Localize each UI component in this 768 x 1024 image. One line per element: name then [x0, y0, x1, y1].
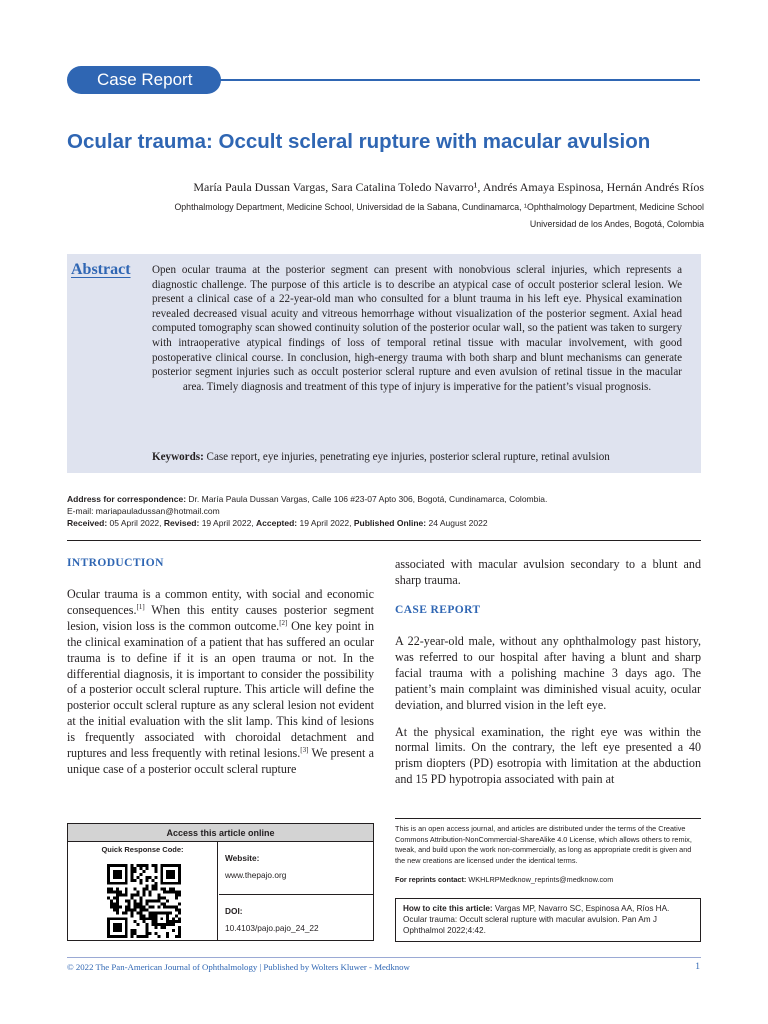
access-online-box	[67, 823, 374, 941]
divider	[395, 818, 701, 819]
how-to-cite-box	[395, 898, 701, 942]
accepted-label: Accepted:	[256, 518, 298, 529]
website-link[interactable]: www.thepajo.org	[225, 870, 287, 880]
text-run: Ocular trauma is a common entity, with social and economic consequences.	[67, 587, 374, 617]
website-cell	[219, 842, 373, 895]
received-date: 05 April 2022,	[107, 518, 164, 529]
doi-link[interactable]: 10.4103/pajo.pajo_24_22	[225, 923, 319, 933]
address-text: Dr. María Paula Dussan Vargas, Calle 106 #23-07 Apto 306, Bogotá, Cundinamarca, Colombia.	[186, 494, 548, 504]
case-report-heading: CASE REPORT	[395, 604, 481, 616]
header-rule	[200, 79, 700, 81]
qr-cell	[68, 842, 218, 940]
accepted-date: 19 April 2022,	[297, 518, 354, 529]
paragraph	[67, 587, 374, 778]
cite-text: Vargas MP, Navarro SC, Espinosa AA, Ríos HA. Ocular trauma: Occult scleral rupture with macular avulsion. Pan Am J Ophthalmol 2022;4:42.	[403, 904, 670, 935]
citation-ref: [1]	[136, 602, 145, 611]
access-links	[219, 842, 373, 940]
affiliation-line: Universidad de los Andes, Bogotá, Colombia	[529, 219, 704, 229]
paragraph: At the physical examination, the right eye was within the normal limits. On the contrary, the left eye presented a 40 prism diopters (PD) esotropia with limitation at the abduction and 15 PD hypotropia associated with pain at	[395, 724, 701, 787]
article-title: Ocular trauma: Occult scleral rupture with macular avulsion	[67, 130, 651, 153]
email-line: E-mail: mariapauladussan@hotmail.com	[67, 506, 220, 517]
license-text: This is an open access journal, and articles are distributed under the terms of the Creative Commons Attribution-NonCommercial-ShareAlike 4.0 License, which allows others to remix, tweak, and build upon the work non-commercially, as long as appropriate credit is given and the new creations are licensed under the identical terms.	[395, 824, 692, 865]
abstract-box	[67, 254, 701, 473]
page-number: 1	[695, 962, 700, 972]
access-heading: Access this article online	[68, 824, 373, 842]
divider	[67, 540, 701, 541]
reprints-line	[395, 875, 613, 884]
qr-label: Quick Response Code:	[101, 845, 184, 854]
article-type-badge: Case Report	[67, 66, 221, 94]
introduction-heading: INTRODUCTION	[67, 557, 164, 569]
doi-cell	[219, 895, 373, 933]
case-report-body	[395, 634, 701, 788]
paragraph: A 22-year-old male, without any ophthalmology past history, was referred to our hospital after having a blunt and sharp facial trauma with a polishing machine 3 days ago. The patient’s main complaint was diminished visual acuity, ocular deviation, and blurred vision in the left eye.	[395, 634, 701, 712]
text-run: One key point in the clinical examination of a patient that has suffered an ocular trauma is to define if it is an open trauma or not. In the differential diagnosis, it is important to consider the possibility of a posterior occult scleral rupture. This article will define the posterior occult scleral rupture as any scleral lesion not evident at the initial evaluation with the slit lamp. This kind of lesions is frequently associated with choroidal detachment and ruptures and less frequently with retinal lesions.	[67, 618, 374, 761]
revised-date: 19 April 2022,	[199, 518, 257, 529]
abstract-label: Abstract	[71, 261, 131, 278]
keywords	[152, 451, 610, 463]
revised-label: Revised:	[163, 518, 200, 529]
website-label: Website:	[225, 853, 260, 863]
abstract-text: Open ocular trauma at the posterior segment can present with nonobvious scleral injuries, which represents a diagnostic challenge. The purpose of this article is to describe an atypical case of occult posterior scleral lesion. We present a clinical case of a 22-year-old man who consulted for a blunt trauma in his left eye. Physical examination revealed decreased visual acuity and vitreous hemorrhage without visualization of the posterior segment. Axial head computed tomography scan showed continuity solution of the posterior ocular wall, so the patient was taken to surgery with intraoperative atypical findings of loss of temporal retinal tissue with macular involvement, with good postoperative clinical course. In conclusion, high-energy trauma with both sharp and blunt mechanisms can generate posterior segment injuries such as occult posterior scleral rupture and even avulsion of retinal tissue in the macular area. Timely diagnosis and treatment of this type of injury is imperative for the patient’s visual prognosis.	[152, 264, 682, 393]
received-label: Received:	[67, 518, 108, 529]
keywords-label: Keywords:	[152, 451, 204, 463]
keywords-list: Case report, eye injuries, penetrating eye injuries, posterior scleral rupture, retinal avulsion	[203, 451, 610, 463]
affiliation-line: Ophthalmology Department, Medicine School, Universidad de la Sabana, Cundinamarca, ¹Ophthalmology Department, Medicine School	[174, 202, 704, 212]
footer-journal: © 2022 The Pan-American Journal of Ophthalmology | Published by Wolters Kluwer - Medknow	[67, 962, 410, 972]
correspondence-block	[67, 493, 707, 530]
text-run: We present a unique case of a posterior occult scleral rupture	[67, 746, 374, 776]
introduction-continued: associated with macular avulsion secondary to a blunt and sharp trauma.	[395, 557, 701, 587]
author-list: María Paula Dussan Vargas, Sara Catalina Toledo Navarro¹, Andrés Amaya Espinosa, Hernán Andrés Ríos	[193, 180, 704, 194]
reprints-email[interactable]: WKHLRPMedknow_reprints@medknow.com	[466, 875, 614, 884]
footer-rule	[67, 957, 701, 958]
address-label: Address for correspondence:	[67, 494, 187, 504]
published-label: Published Online:	[353, 518, 427, 529]
citation-ref: [2]	[279, 618, 288, 627]
doi-label: DOI:	[225, 906, 243, 916]
qr-code-icon[interactable]	[107, 864, 181, 938]
introduction-body	[67, 587, 374, 778]
cite-label: How to cite this article:	[403, 904, 493, 913]
affiliations	[44, 199, 704, 233]
dates-line	[67, 517, 707, 529]
published-date: 24 August 2022	[426, 518, 488, 529]
reprints-label: For reprints contact:	[395, 875, 467, 884]
citation-ref: [3]	[300, 746, 309, 755]
text-run: When this entity causes posterior segment lesion, vision loss is the common outcome.	[67, 602, 374, 633]
